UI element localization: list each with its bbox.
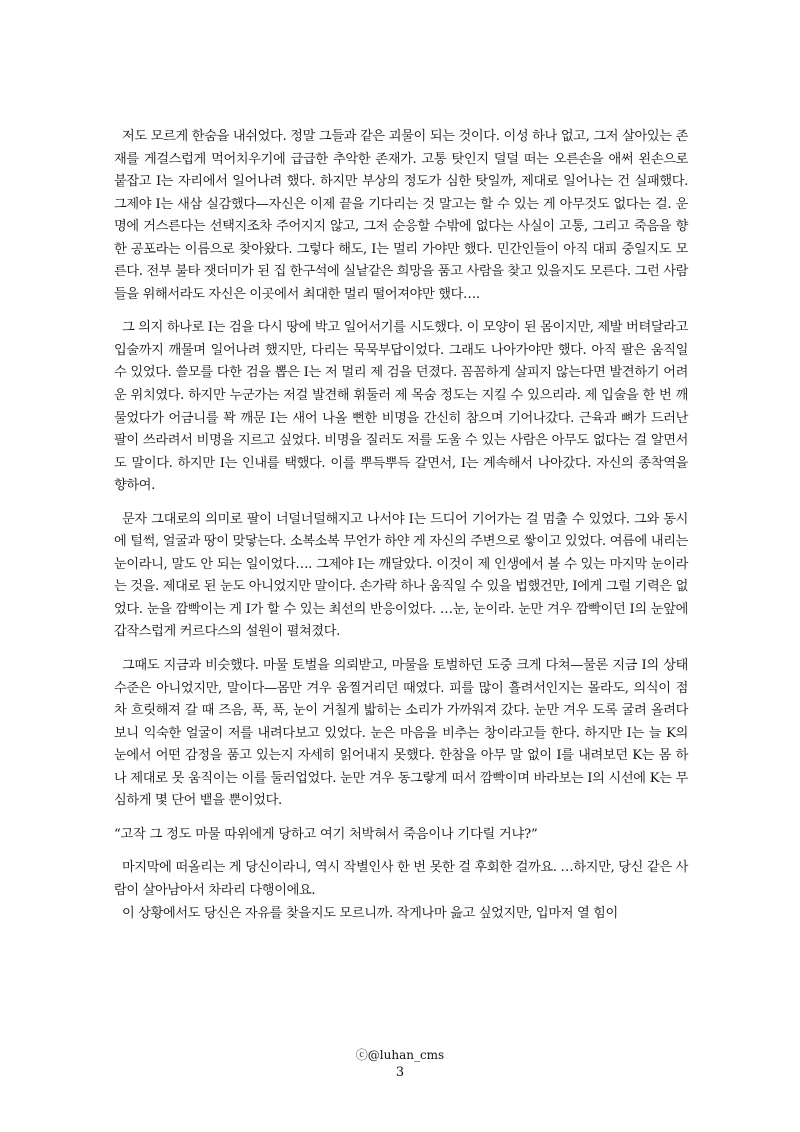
dialogue-line: “고작 그 정도 마물 따위에게 당하고 여기 처박혀서 죽음이나 기다릴 거냐?”: [114, 826, 538, 842]
closing-paragraph-1: 마지막에 떠올리는 게 당신이라니, 역시 작별인사 한 번 못한 걸 후회한 걸까요. …하지만, 당신 같은 사람이 살아남아서 차라리 다행이에요.: [114, 860, 688, 898]
document-body: [114, 126, 688, 925]
paragraph-1: 저도 모르게 한숨을 내쉬었다. 정말 그들과 같은 괴물이 되는 것이다. 이성 하나 없고, 그저 살아있는 존재를 게걸스럽게 먹어치우기에 급급한 추악한 존재가. 고통 탓인지 덜덜 떠는 오른손을 애써 왼손으로 붙잡고 I는 자리에서 일어나려 했다. 하지만 부상의 정도가 심한 탓일까, 제대로 일어나는 건 실패했다. 그제야 I는 새삼 실감했다—자신은 이제 끝을 기다리는 것 말고는 할 수 있는 게 아무것도 없다는 걸. 운명에 거스른다는 선택지조차 주어지지 않고, 그저 순응할 수밖에 없다는 사실이 고통, 그리고 죽음을 향한 공포라는 이름으로 찾아왔다. 그렇다 해도, I는 멀리 가야만 했다. 민간인들이 아직 대피 중일지도 모른다. 전부 불타 잿더미가 된 집 한구석에 실낱같은 희망을 품고 사람을 찾고 있을지도 모른다. 그런 사람들을 위해서라도 자신은 이곳에서 최대한 멀리 떨어져야만 했다….: [114, 129, 688, 302]
paragraph-4: 그때도 지금과 비슷했다. 마물 토벌을 의뢰받고, 마물을 토벌하던 도중 크게 다쳐—물론 지금 I의 상태 수준은 아니었지만, 말이다—몸만 겨우 움찔거리던 때였다. 피를 많이 흘려서인지는 몰라도, 의식이 점차 흐릿해져 갈 때 즈음, 푹, 푹, 눈이 거칠게 밟히는 소리가 가까워져 갔다. 눈만 겨우 도록 굴려 올려다보니 익숙한 얼굴이 저를 내려다보고 있었다. 눈은 마음을 비추는 창이라고들 한다. 하지만 I는 늘 K의 눈에서 어떤 감정을 품고 있는지 자세히 읽어내지 못했다. 한참을 아무 말 없이 I를 내려보던 K는 몸 하나 제대로 못 움직이는 이를 둘러업었다. 눈만 겨우 동그랗게 떠서 깜빡이며 바라보는 I의 시선에 K는 무심하게 몇 단어 뱉을 뿐이었다.: [114, 658, 688, 809]
closing-paragraph-2: 이 상황에서도 당신은 자유를 찾을지도 모르니까. 작게나마 읊고 싶었지만, 입마저 열 힘이: [122, 905, 618, 921]
copyright-credit: ⓒ@luhan_cms: [355, 1048, 445, 1062]
paragraph-3: 문자 그대로의 의미로 팔이 너덜너덜해지고 나서야 I는 드디어 기어가는 걸 멈출 수 있었다. 그와 동시에 털썩, 얼굴과 땅이 맞닿는다. 소복소복 무언가 하얀 게 자신의 주변으로 쌓이고 있었다. 여름에 내리는 눈이라니, 말도 안 되는 일이었다…. 그제야 I는 깨달았다. 이것이 제 인생에서 볼 수 있는 마지막 눈이라는 것을. 제대로 된 눈도 아니었지만 말이다. 손가락 하나 움직일 수 있을 법했건만, I에게 그럴 기력은 없었다. 눈을 깜빡이는 게 I가 할 수 있는 최선의 반응이었다. …눈, 눈이라. 눈만 겨우 깜빡이던 I의 눈앞에 갑작스럽게 커르다스의 설원이 펼쳐졌다.: [114, 511, 688, 640]
paragraph-2: 그 의지 하나로 I는 검을 다시 땅에 박고 일어서기를 시도했다. 이 모양이 된 몸이지만, 제발 버텨달라고 입술까지 깨물며 일어나려 했지만, 다리는 묵묵부답이었다. 그래도 나아가야만 했다. 아직 팔은 움직일 수 있었다. 쓸모를 다한 검을 뽑은 I는 저 멀리 제 검을 던졌다. 꼼꼼하게 살피지 않는다면 발견하기 어려운 위치였다. 하지만 누군가는 저걸 발견해 휘둘러 제 목숨 정도는 지킬 수 있으리라. 제 입술을 한 번 깨물었다가 어금니를 꽉 깨문 I는 새어 나올 뻔한 비명을 간신히 참으며 기어나갔다. 근육과 뼈가 드러난 팔이 쓰라려서 비명을 지르고 싶었다. 비명을 질러도 저를 도울 수 있는 사람은 아무도 없다는 걸 알면서도 말이다. 하지만 I는 인내를 택했다. 이를 뿌득뿌득 갈면서, I는 계속해서 나아갔다. 자신의 종착역을 향하여.: [114, 320, 688, 494]
page-footer: [0, 1046, 800, 1082]
page-number: 3: [395, 1065, 405, 1080]
